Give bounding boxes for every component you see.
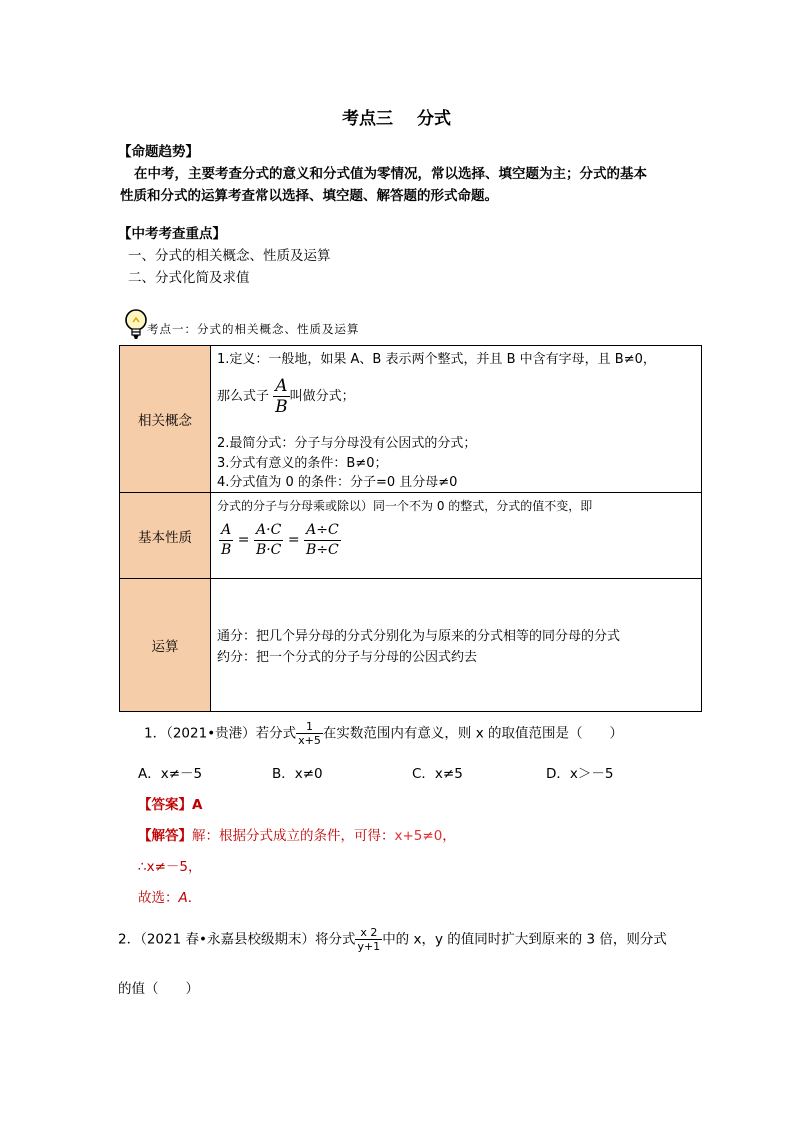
q1-answer: 【答案】A — [138, 797, 203, 813]
operations-cell — [211, 579, 702, 712]
q1-solution: 【解答】解：根据分式成立的条件，可得：x+5≠0， — [138, 828, 456, 844]
trend-line-2: 性质和分式的运算考查常以选择、填空题、解答题的形式命题。 — [120, 188, 498, 204]
q2-fraction: $\frac{x 2}{y+1}$ — [357, 926, 381, 953]
q1-therefore: ∴x≠－5， — [138, 859, 202, 875]
row-label-properties: 基本性质 — [120, 493, 211, 579]
q1-fraction: $\frac{1}{x+5}$ — [298, 720, 321, 747]
meaningful-condition-line: 3.分式有意义的条件：B≠0； — [217, 456, 388, 471]
table-row — [120, 493, 702, 579]
common-denominator-line: 通分：把几个异分母的分式分别化为与原来的分式相等的同分母的分式 — [217, 629, 621, 644]
row-label-concepts: 相关概念 — [120, 346, 211, 493]
q1-option-c: C．x≠5 — [412, 766, 463, 782]
q2-suffix: 中的 x，y 的值同时扩大到原来的 3 倍，则分式 — [382, 931, 667, 948]
title-part2: 分式 — [417, 109, 451, 129]
focus-heading: 【中考考查重点】 — [118, 226, 226, 242]
question-1-stem — [144, 720, 623, 747]
lightbulb-icon — [124, 308, 148, 346]
fraction-multiplied: $\frac{A\cdot C}{B\cdot C}$ — [255, 522, 282, 558]
simplest-fraction-line: 2.最简分式：分子与分母没有公因式的分式； — [217, 436, 477, 451]
trend-heading: 【命题趋势】 — [118, 144, 199, 160]
knowledge-table — [119, 345, 702, 712]
definition-post: 叫做分式； — [289, 389, 355, 404]
zero-value-condition-line: 4.分式值为 0 的条件：分子=0 且分母≠0 — [217, 475, 458, 490]
q2-prefix: 2．（2021 春•永嘉县校级期末）将分式 — [118, 931, 356, 948]
knowledge-point-title: 考点一：分式的相关概念、性质及运算 — [147, 322, 360, 336]
question-2-line-2: 的值（ ） — [118, 981, 199, 997]
definition-pre: 那么式子 — [217, 389, 270, 404]
property-formula — [219, 521, 341, 560]
page-title — [0, 104, 793, 129]
fraction-numerator: A — [273, 376, 290, 397]
reduction-line: 约分：把一个分式的分子与分母的公因式约去 — [217, 650, 478, 665]
properties-cell — [211, 493, 702, 579]
table-row — [120, 346, 702, 493]
fraction-a-over-b — [273, 376, 290, 417]
definition-fraction-line — [217, 376, 355, 417]
equals-sign: = — [287, 532, 300, 548]
row-label-operations: 运算 — [120, 579, 211, 712]
q1-option-d: D．x＞－5 — [546, 766, 614, 782]
title-part1: 考点三 — [342, 109, 393, 129]
q1-option-a: A．x≠－5 — [138, 766, 203, 782]
question-2-stem — [118, 926, 667, 953]
q1-suffix: 在实数范围内有意义，则 x 的取值范围是（ ） — [322, 725, 623, 742]
concepts-cell — [211, 346, 702, 493]
property-text: 分式的分子与分母乘或除以）同一个不为 0 的整式，分式的值不变，即 — [217, 499, 593, 513]
fraction-a-b: $\frac{A}{B}$ — [221, 522, 232, 558]
focus-item-1: 一、分式的相关概念、性质及运算 — [128, 248, 331, 264]
q1-option-b: B．x≠0 — [272, 766, 323, 782]
fraction-divided: $\frac{A\div C}{B\div C}$ — [306, 522, 339, 558]
focus-item-2: 二、分式化简及求值 — [128, 270, 250, 286]
trend-line-1: 在中考，主要考查分式的意义和分式值为零情况，常以选择、填空题为主；分式的基本 — [134, 166, 647, 182]
q1-prefix: 1．（2021•贵港）若分式 — [144, 725, 297, 742]
equals-sign: = — [237, 532, 250, 548]
definition-line: 1.定义：一般地，如果 A、B 表示两个整式，并且 B 中含有字母，且 B≠0， — [217, 352, 656, 367]
fraction-denominator: B — [275, 397, 288, 417]
table-row — [120, 579, 702, 712]
q1-choose: 故选：A． — [138, 890, 202, 906]
